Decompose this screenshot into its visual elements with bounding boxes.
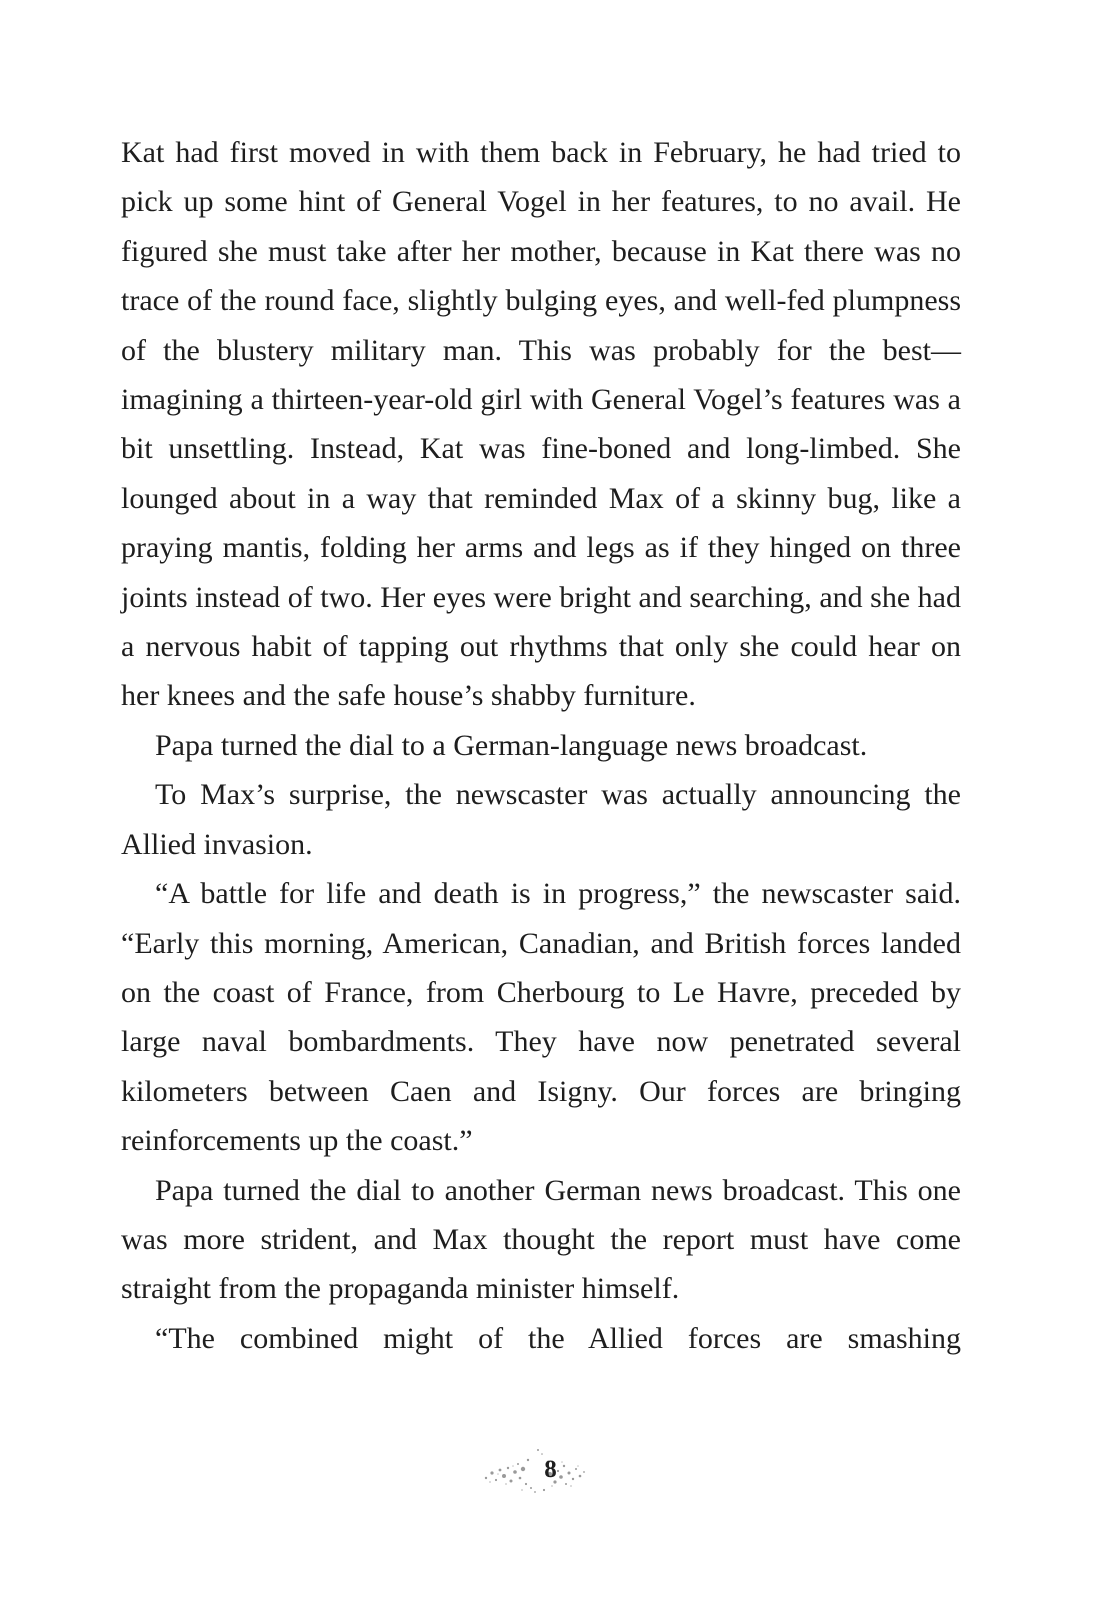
paragraph-2: Papa turned the dial to a German-language news broadcast. xyxy=(155,728,868,762)
page-number: 8 xyxy=(544,1456,557,1483)
paragraph-5: Papa turned the dial to another German news broadcast. This one was more strident, and Max thought the report must have come straight from the propaganda minister himself. xyxy=(121,1173,961,1306)
paragraph-6-last-line: “The combined might of the Allied forces are smashing xyxy=(155,1321,961,1355)
page-footer xyxy=(0,1440,1101,1500)
paragraph-3: To Max’s surprise, the newscaster was actually announcing the Allied invasion. xyxy=(121,778,961,861)
paragraph-1: Kat had first moved in with them back in February, he had tried to pick up some hint of General Vogel in her features, to no avail. He figured she must take after her mother, because in Kat there was no trace of the round face, slightly bulging eyes, and well-fed plumpness of the blustery military man. This was probably for the best—imagining a thirteen-year-old girl with General Vogel’s features was a bit unsettling. Instead, Kat was fine-boned and long-limbed. She lounged about in a way that reminded Max of a skinny bug, like a praying mantis, folding her arms and legs as if they hinged on three joints instead of two. Her eyes were bright and searching, and she had a nervous habit of tapping out rhythms that only she could hear on her knees and the safe house’s shabby furniture. xyxy=(121,136,961,713)
body-text xyxy=(121,128,961,1363)
paragraph-4: “A battle for life and death is in progress,” the newscaster said. “Early this morning, American, Canadian, and British forces landed on the coast of France, from Cherbourg to Le Havre, preceded by large naval bombardments. They have now penetrated several kilometers between Caen and Isigny. Our forces are bringing reinforcements up the coast.” xyxy=(121,877,961,1158)
